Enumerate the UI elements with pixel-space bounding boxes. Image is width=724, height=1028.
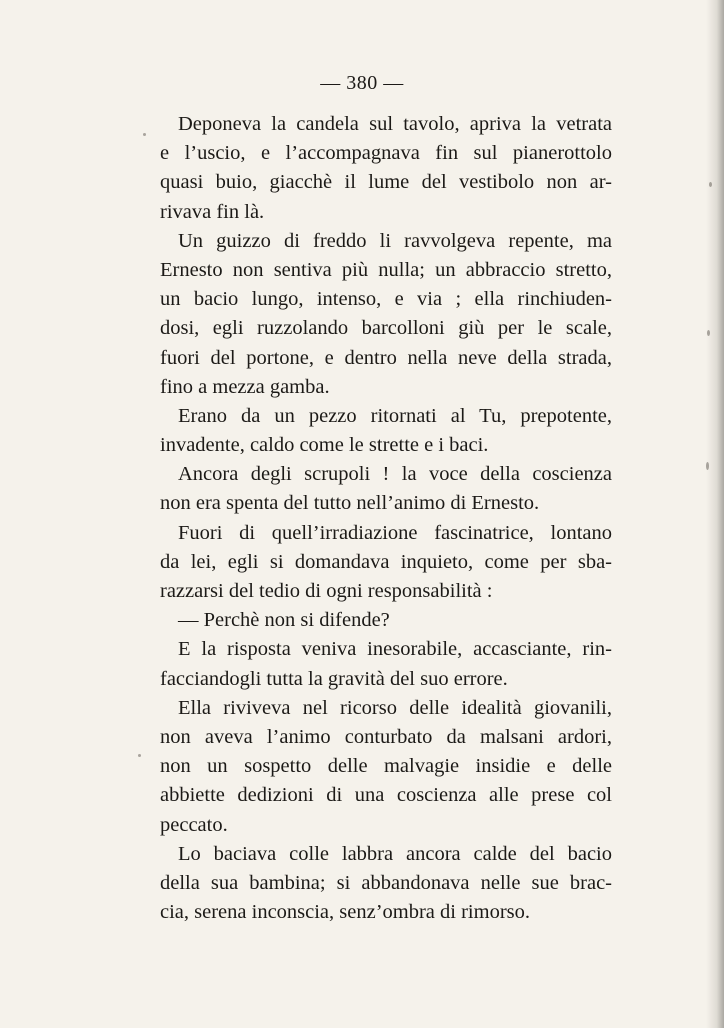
text-line: E la risposta veniva inesorabile, accasciante, rin- [178, 638, 612, 661]
page-edge-shadow [706, 0, 724, 1028]
text-line: Erano da un pezzo ritornati al Tu, prepotente, [178, 404, 612, 427]
paper-speck [706, 462, 709, 470]
text-line: non aveva l’animo conturbato da malsani ardori, [160, 725, 612, 748]
text-line: rivava fin là. [160, 200, 265, 223]
text-line: fuori del portone, e dentro nella neve della strada, [160, 346, 612, 369]
text-line: invadente, caldo come le strette e i baci. [160, 434, 489, 457]
paper-speck [707, 330, 710, 336]
text-line: facciandogli tutta la gravità del suo errore. [160, 667, 508, 690]
text-line: e l’uscio, e l’accompagnava fin sul pianerottolo [160, 142, 612, 165]
text-line: Deponeva la candela sul tavolo, apriva la vetrata [178, 113, 612, 135]
text-line: abbiette dedizioni di una coscienza alle prese col [160, 784, 612, 807]
text-line: non era spenta del tutto nell’animo di Ernesto. [160, 492, 540, 515]
text-line: Lo baciava colle labbra ancora calde del bacio [178, 842, 612, 865]
text-line: da lei, egli si domandava inquieto, come per sba- [160, 550, 612, 573]
page-number-header: — 380 — [320, 72, 404, 94]
text-line: — Perchè non si difende? [178, 609, 390, 632]
text-line: cia, serena inconscia, senz’ombra di rimorso. [160, 901, 531, 924]
text-line: quasi buio, giacchè il lume del vestibolo non ar- [160, 171, 612, 194]
body-text [160, 110, 612, 927]
text-line: della sua bambina; si abbandonava nelle sue brac- [160, 871, 612, 894]
text-line: un bacio lungo, intenso, e via ; ella rinchiuden- [160, 288, 612, 311]
paper-speck [143, 133, 146, 136]
paper-speck [709, 182, 712, 187]
text-line: Ella riviveva nel ricorso delle idealità giovanili, [178, 696, 612, 719]
text-line: fino a mezza gamba. [160, 375, 330, 398]
text-line: Ancora degli scrupoli ! la voce della coscienza [178, 463, 612, 486]
paper-speck [138, 754, 141, 757]
text-line: Un guizzo di freddo li ravvolgeva repente, ma [178, 229, 612, 252]
text-line: peccato. [160, 813, 228, 836]
text-line: razzarsi del tedio di ogni responsabilità : [160, 580, 493, 602]
text-line: dosi, egli ruzzolando barcolloni giù per le scale, [160, 317, 612, 340]
text-line: Fuori di quell’irradiazione fascinatrice, lontano [178, 521, 612, 544]
text-line: non un sospetto delle malvagie insidie e delle [160, 755, 612, 778]
text-line: Ernesto non sentiva più nulla; un abbraccio stretto, [160, 258, 612, 281]
